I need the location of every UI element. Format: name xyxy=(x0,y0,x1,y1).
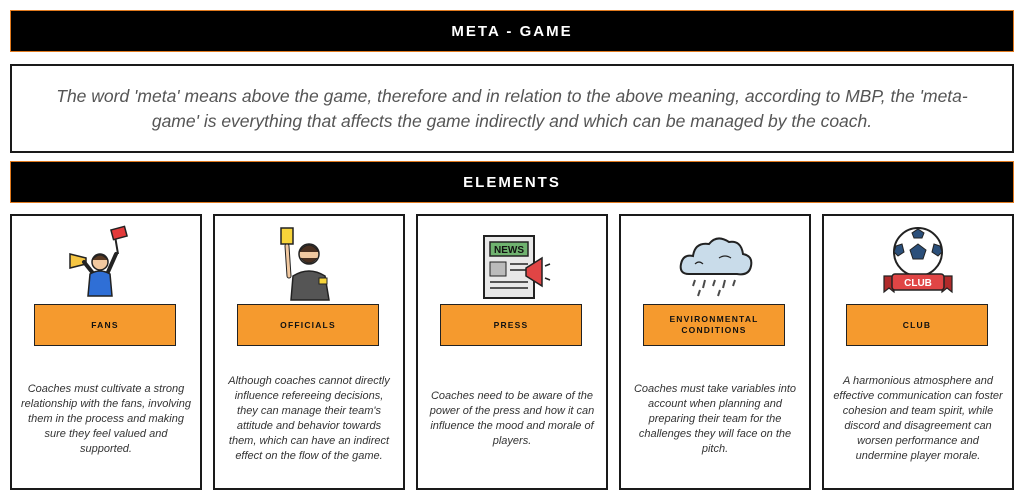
club-ball-icon xyxy=(878,224,958,304)
storm-cloud-icon xyxy=(675,224,755,304)
element-description: Coaches must take variables into account when planning and preparing their team for the challenges they will face on the pitch. xyxy=(633,382,797,455)
element-label: OFFICIALS xyxy=(237,304,379,346)
fan-icon xyxy=(66,224,146,304)
element-card-fans xyxy=(10,214,202,490)
element-label: CLUB xyxy=(846,304,988,346)
elements-banner xyxy=(10,161,1014,203)
page-title: META - GAME xyxy=(451,22,573,40)
element-label: FANS xyxy=(34,304,176,346)
club-icon-text: CLUB xyxy=(904,278,932,289)
definition-text: The word 'meta' means above the game, therefore and in relation to the above meaning, according to MBP, the 'meta-game' is everything that affects the game indirectly and which can be managed by the coach. xyxy=(56,85,968,131)
news-icon-text: NEWS xyxy=(494,245,524,256)
definition-box xyxy=(10,64,1014,153)
element-description: Coaches must cultivate a strong relationship with the fans, involving them in the process and making sure they feel valued and supported. xyxy=(21,382,191,455)
element-card-press xyxy=(416,214,608,490)
meta-game-banner xyxy=(10,10,1014,52)
element-description: Coaches need to be aware of the power of the press and how it can influence the mood and morale of players. xyxy=(429,390,595,447)
element-card-club xyxy=(822,214,1014,490)
element-card-environmental-conditions xyxy=(619,214,811,490)
element-label: ENVIRONMENTAL CONDITIONS xyxy=(643,304,785,346)
element-label: PRESS xyxy=(440,304,582,346)
element-card-officials xyxy=(213,214,405,490)
element-description: Although coaches cannot directly influence refereeing decisions, they can manage their team's attitude and behavior towards them, which can have an indirect effect on the flow of the game. xyxy=(228,375,390,462)
element-description: A harmonious atmosphere and effective communication can foster cohesion and team spirit, while discord and disagreement can worsen performance and undermine player morale. xyxy=(833,375,1003,462)
referee-icon xyxy=(269,224,349,304)
section-title: ELEMENTS xyxy=(463,173,561,191)
newspaper-icon xyxy=(472,224,552,304)
